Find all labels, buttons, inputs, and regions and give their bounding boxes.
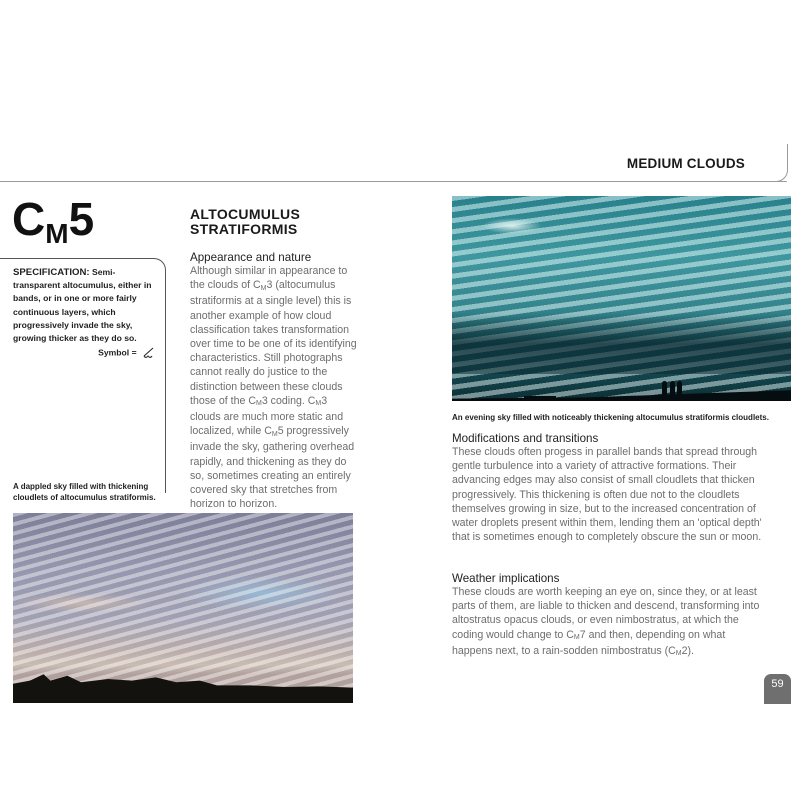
weather-section bbox=[452, 572, 762, 660]
code-subscript: M bbox=[45, 218, 69, 249]
weather-heading: Weather implications bbox=[452, 572, 560, 585]
person-silhouette bbox=[677, 381, 682, 395]
appearance-heading: Appearance and nature bbox=[190, 251, 312, 264]
text-span: 7 and then, depending on what happens next, to a rain-sodden nimbostratus ( bbox=[452, 628, 726, 657]
code-m: M bbox=[675, 650, 682, 658]
code-c: C bbox=[253, 279, 261, 292]
cloud-title-line1: ALTOCUMULUS bbox=[190, 206, 301, 222]
cloud-type-title bbox=[190, 207, 300, 237]
cloud-symbol-icon bbox=[141, 347, 155, 359]
hill-silhouette bbox=[452, 389, 791, 401]
code-m: M bbox=[271, 430, 278, 438]
evening-sky-photo bbox=[452, 196, 791, 401]
section-title: MEDIUM CLOUDS bbox=[626, 156, 745, 171]
appearance-section bbox=[190, 251, 360, 511]
symbol-label: Symbol = bbox=[98, 347, 137, 358]
code-c: C bbox=[668, 644, 676, 657]
dark-cloud-band bbox=[452, 314, 791, 374]
header-rule bbox=[0, 181, 787, 182]
bench-silhouette bbox=[524, 396, 556, 398]
code-m: M bbox=[573, 634, 580, 642]
code-m: M bbox=[255, 400, 262, 408]
cloud-title-line2: STRATIFORMIS bbox=[190, 221, 298, 237]
text-span: 3 clouds are much more static and localized, while bbox=[190, 394, 344, 438]
text-span: 3 coding. bbox=[261, 394, 308, 407]
dappled-sky-photo bbox=[13, 513, 353, 703]
specification-label: SPECIFICATION: bbox=[13, 267, 90, 278]
symbol-row bbox=[60, 347, 155, 359]
cloud-code-heading bbox=[12, 193, 95, 249]
text-span: 2). bbox=[681, 644, 694, 657]
code-c: C bbox=[248, 394, 256, 407]
specification-text bbox=[13, 266, 161, 345]
header-rule-corner bbox=[774, 144, 788, 182]
code-number: 5 bbox=[68, 193, 95, 245]
code-m: M bbox=[315, 400, 322, 408]
text-span: 3 (altocumulus stratiformis at a single level) this is another example of how cloud classification takes transformation over time to be one of its identifying characteristics. Still photographs cannot really do justice to the distinction between these clouds those of the bbox=[190, 279, 357, 407]
right-photo-caption: An evening sky filled with noticeably thickening altocumulus stratiformis cloudlets. bbox=[452, 413, 769, 422]
code-c: C bbox=[264, 425, 272, 438]
modifications-heading: Modifications and transitions bbox=[452, 432, 599, 445]
modifications-section bbox=[452, 432, 762, 544]
person-silhouette bbox=[662, 381, 667, 395]
text-span: 5 progressively invade the sky, gathering overhead rapidly, and thickening as they do so, sometimes creating an entirely covered sky that stretches from horizon to horizon. bbox=[190, 425, 355, 511]
code-c: C bbox=[566, 628, 574, 641]
left-photo-caption: A dappled sky filled with thickening cloudlets of altocumulus stratiformis. bbox=[13, 482, 156, 502]
page-number-tab: 59 bbox=[764, 674, 791, 704]
weather-body bbox=[452, 585, 762, 660]
treeline-silhouette bbox=[13, 671, 353, 703]
code-m: M bbox=[260, 284, 267, 292]
code-c: C bbox=[307, 394, 316, 407]
code-prefix: C bbox=[12, 193, 46, 245]
text-span: Although similar in appearance to the clouds of bbox=[190, 265, 348, 292]
modifications-body: These clouds often progess in parallel bands that spread through gentle turbulence into a variety of attractive formations. Their advancing edges may also consist of small cloudlets that thicken progressively. This thickening is often due not to the cloudlets themselves growing in size, but to the increased concentration of water droplets present within them, lending them an 'optical depth' that is sometimes enough to completely obscure the sun or moon. bbox=[452, 446, 762, 544]
text-span: These clouds are worth keeping an eye on, since they, or at least parts of them, are liable to thicken and descend, transforming into altostratus opacus clouds, or even nimbostratus, at which the coding would change to bbox=[452, 586, 760, 641]
appearance-body bbox=[190, 264, 360, 511]
specification-body: Semi-transparent altocumulus, either in bands, or in one or more fairly continuous layers, which progressively invade the sky, growing thicker as they do so. bbox=[13, 267, 152, 344]
person-silhouette bbox=[670, 381, 675, 395]
